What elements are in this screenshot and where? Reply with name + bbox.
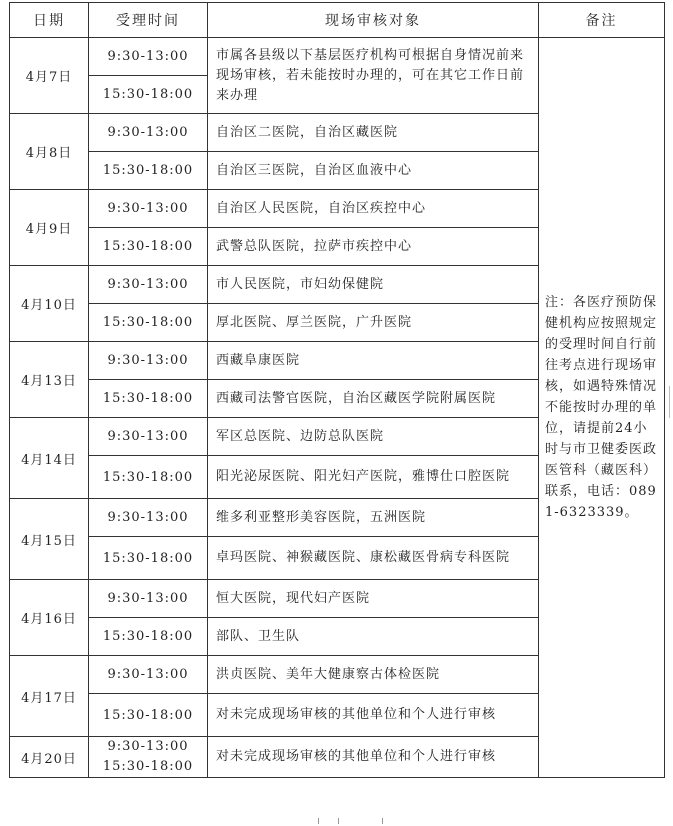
time-cell: 15:30-18:00: [89, 152, 208, 190]
page-margin-mark: [318, 818, 319, 824]
time-cell: 9:30-13:00: [89, 190, 208, 228]
org-cell: 西藏司法警官医院，自治区藏医学院附属医院: [208, 380, 539, 418]
time-cell: 15:30-18:00: [89, 618, 208, 656]
time-cell: 15:30-18:00: [89, 537, 208, 580]
time-cell: 9:30-13:00: [89, 418, 208, 456]
time-line: 9:30-13:00: [107, 739, 189, 754]
time-line: 15:30-18:00: [102, 759, 194, 774]
page-margin-mark: [382, 818, 383, 824]
org-cell: 自治区二医院，自治区藏医院: [208, 114, 539, 152]
time-cell: 15:30-18:00: [89, 228, 208, 266]
org-cell: 自治区人民医院，自治区疾控中心: [208, 190, 539, 228]
org-cell: 部队、卫生队: [208, 618, 539, 656]
date-cell: 4月8日: [10, 114, 89, 190]
note-cell: 注：各医疗预防保健机构应按照规定的受理时间自行前往考点进行现场审核，如遇特殊情况不能按时办理的单位，请提前24小时与市卫健委医政医管科（藏医科）联系，电话：0891-6323339。: [539, 38, 665, 778]
org-cell: 卓玛医院、神猴藏医院、康松藏医骨病专科医院: [208, 537, 539, 580]
time-cell: [89, 737, 208, 778]
org-cell: 军区总医院、边防总队医院: [208, 418, 539, 456]
org-cell: 市人民医院，市妇幼保健院: [208, 266, 539, 304]
page-edge-mark: [669, 386, 673, 418]
header-time: 受理时间: [89, 3, 208, 38]
org-cell: 维多利亚整形美容医院，五洲医院: [208, 499, 539, 537]
org-cell: 自治区三医院，自治区血液中心: [208, 152, 539, 190]
time-cell: 15:30-18:00: [89, 304, 208, 342]
header-note: 备注: [539, 3, 665, 38]
date-cell: 4月15日: [10, 499, 89, 580]
org-cell: 对未完成现场审核的其他单位和个人进行审核: [208, 737, 539, 778]
org-cell: 厚北医院、厚兰医院，广升医院: [208, 304, 539, 342]
header-row: [10, 3, 665, 38]
date-cell: 4月9日: [10, 190, 89, 266]
schedule-table: [9, 2, 665, 778]
time-cell: 9:30-13:00: [89, 499, 208, 537]
date-cell: 4月20日: [10, 737, 89, 778]
date-cell: 4月17日: [10, 656, 89, 737]
date-cell: 4月14日: [10, 418, 89, 499]
date-cell: 4月10日: [10, 266, 89, 342]
time-cell: 9:30-13:00: [89, 114, 208, 152]
time-cell: 15:30-18:00: [89, 456, 208, 499]
table-row: [10, 38, 665, 76]
time-cell: 9:30-13:00: [89, 342, 208, 380]
time-cell: 9:30-13:00: [89, 656, 208, 694]
date-cell: 4月13日: [10, 342, 89, 418]
org-cell: 武警总队医院，拉萨市疾控中心: [208, 228, 539, 266]
time-cell: 9:30-13:00: [89, 38, 208, 76]
date-cell: 4月16日: [10, 580, 89, 656]
date-cell: 4月7日: [10, 38, 89, 114]
org-cell: 洪贞医院、美年大健康察古体检医院: [208, 656, 539, 694]
time-cell: 15:30-18:00: [89, 380, 208, 418]
org-cell: 恒大医院，现代妇产医院: [208, 580, 539, 618]
header-target: 现场审核对象: [208, 3, 539, 38]
time-cell: 15:30-18:00: [89, 76, 208, 114]
org-cell: 西藏阜康医院: [208, 342, 539, 380]
org-cell: 对未完成现场审核的其他单位和个人进行审核: [208, 694, 539, 737]
org-cell: 阳光泌尿医院、阳光妇产医院，雅博仕口腔医院: [208, 456, 539, 499]
time-cell: 9:30-13:00: [89, 266, 208, 304]
header-date: 日期: [10, 3, 89, 38]
org-cell: 市属各县级以下基层医疗机构可根据自身情况前来现场审核，若未能按时办理的，可在其它工作日前来办理: [208, 38, 539, 114]
time-cell: 15:30-18:00: [89, 694, 208, 737]
page-margin-mark: [338, 818, 339, 824]
time-cell: 9:30-13:00: [89, 580, 208, 618]
